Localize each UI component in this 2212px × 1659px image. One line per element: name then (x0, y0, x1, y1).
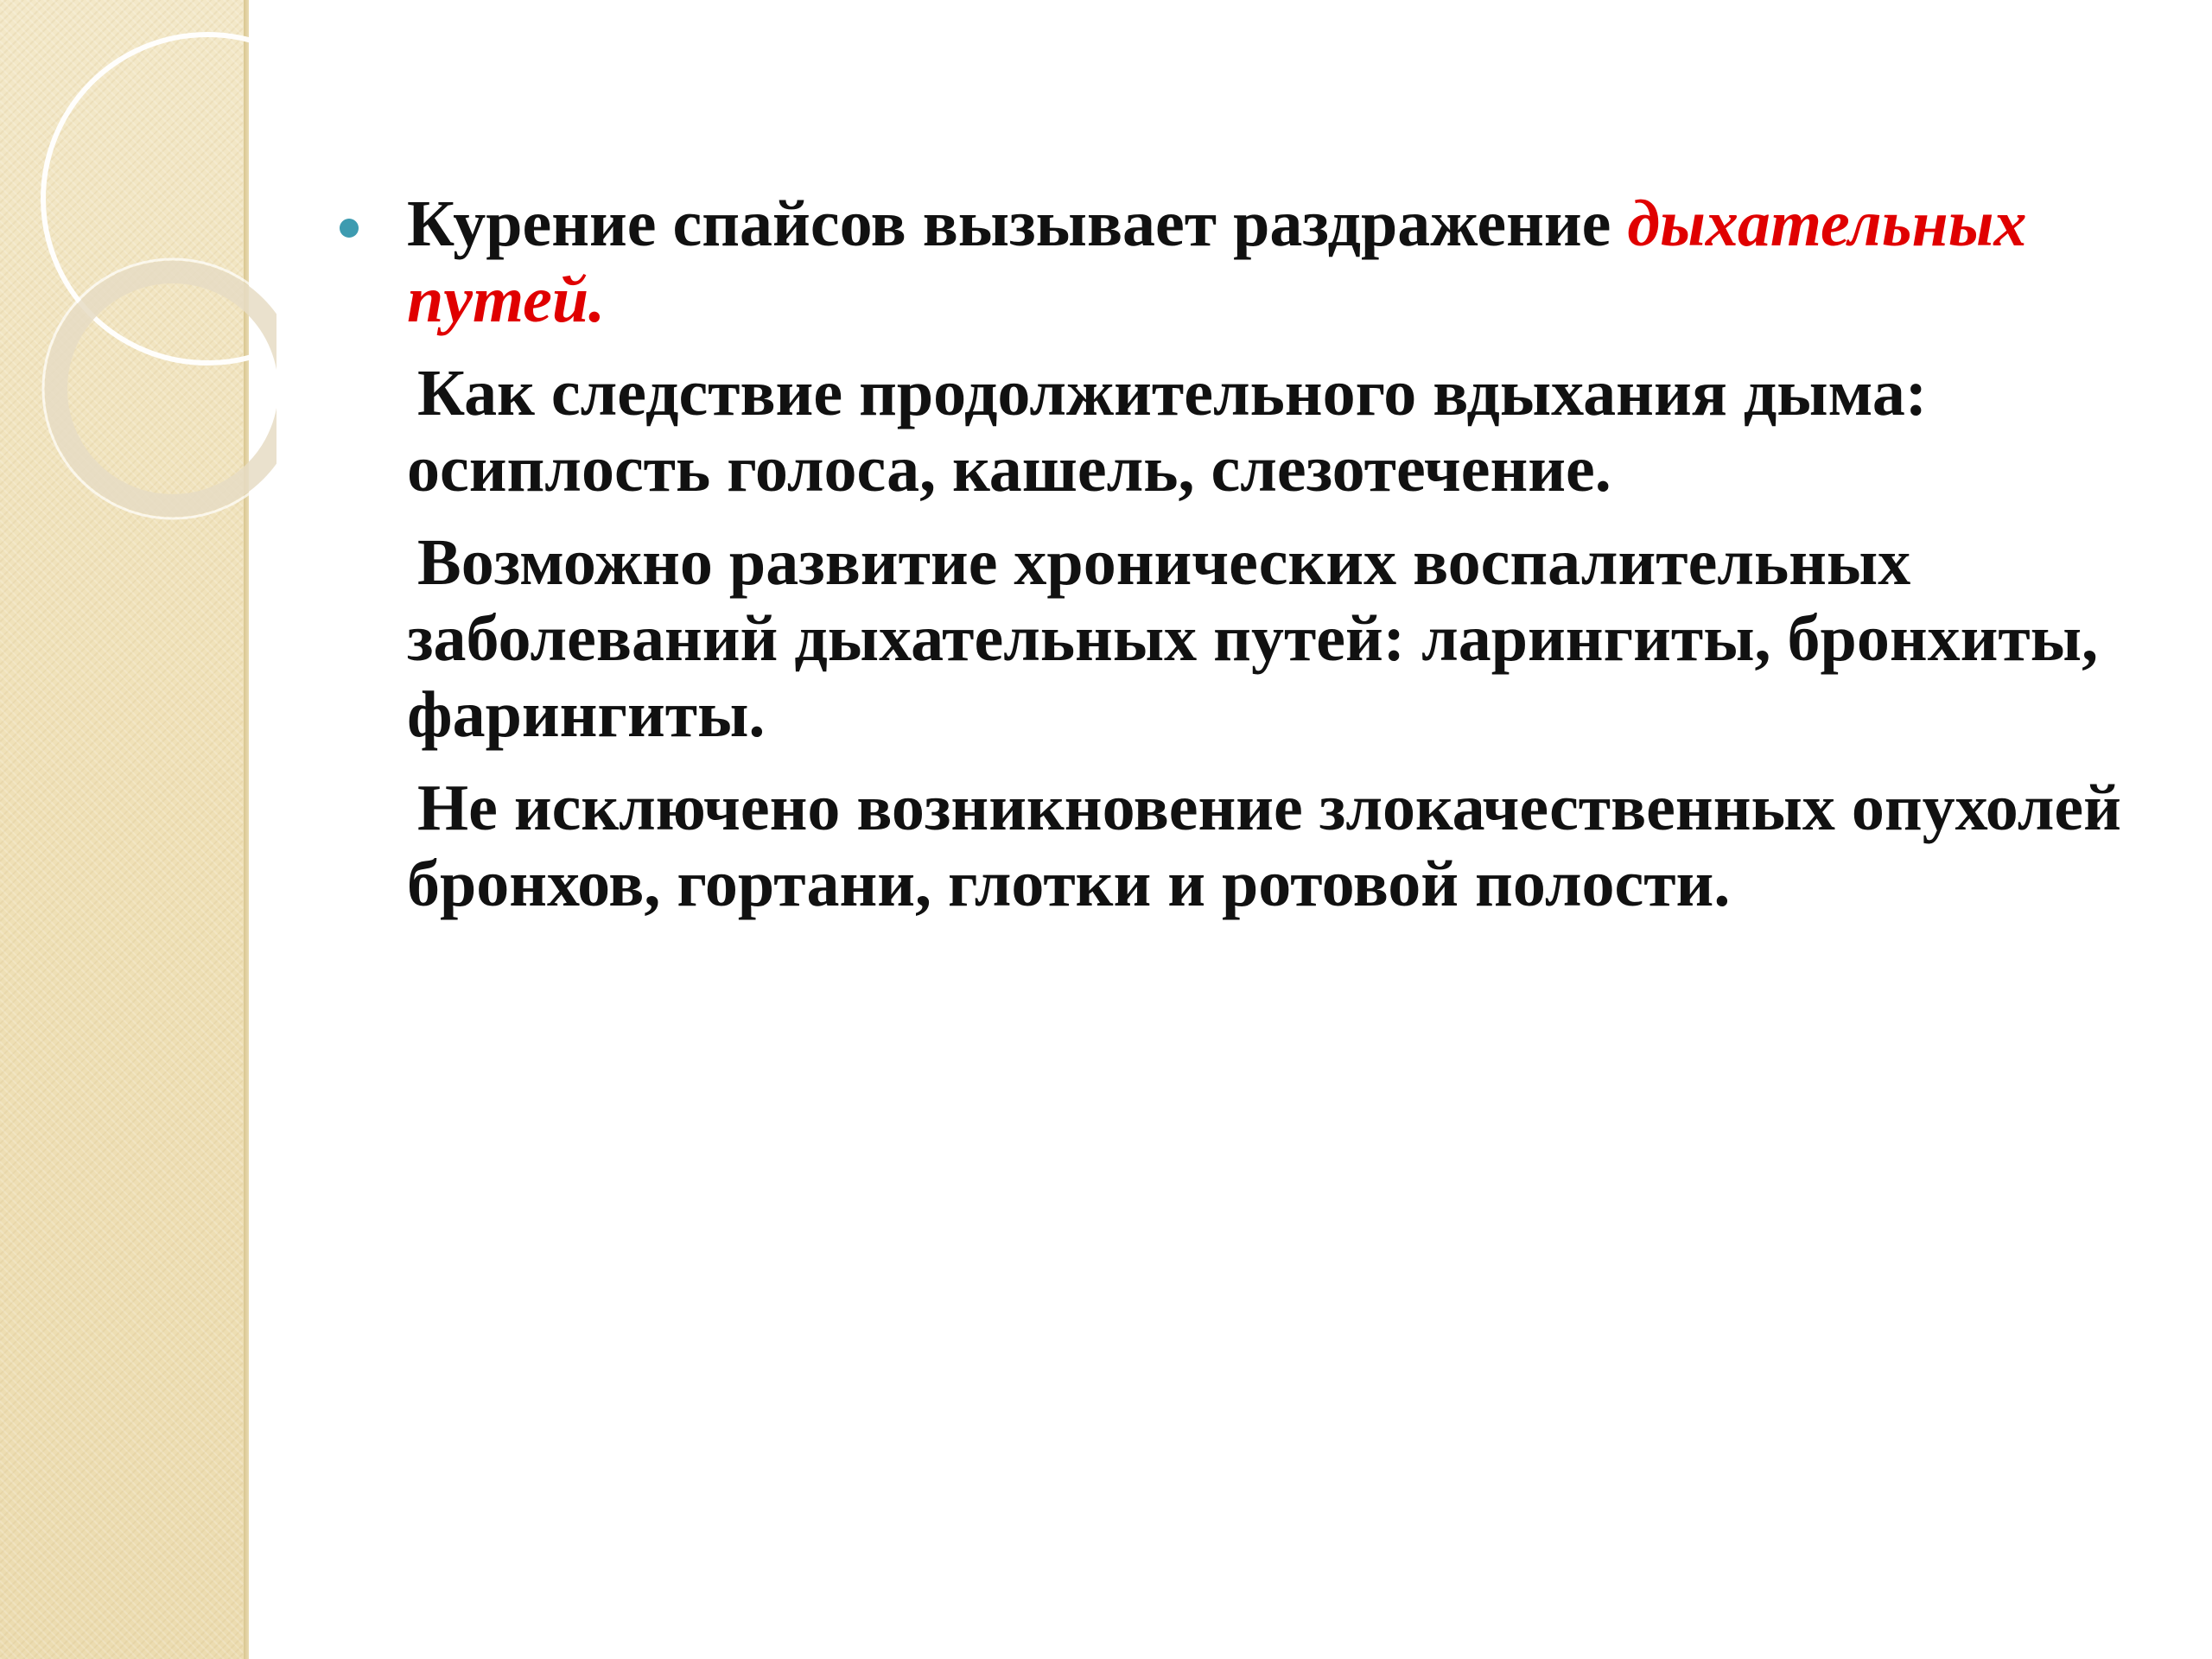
paragraph-2: Как следствие продолжительного вдыхания дыма: осиплость голоса, кашель, слезотечение. (407, 357, 1928, 505)
paragraph-3: Возможно развитие хронических воспалительных заболеваний дыхательных путей: ларингиты, бронхиты, фарингиты. (407, 526, 2099, 751)
paragraph-1-text: Курение спайсов вызывает раздражение (407, 188, 1611, 260)
thick-ring (56, 272, 276, 505)
slide-body (341, 186, 2121, 939)
paragraph-4: Не исключено возникновение злокачественных опухолей бронхов, гортани, глотки и ротовой полости. (407, 772, 2121, 920)
highlighted-term-period: . (588, 264, 606, 336)
bullet-icon (340, 219, 359, 238)
paragraph-1 (341, 186, 2121, 338)
decorative-rings-graphic (0, 0, 276, 605)
highlighted-term: дыхательных путей (407, 188, 2027, 336)
